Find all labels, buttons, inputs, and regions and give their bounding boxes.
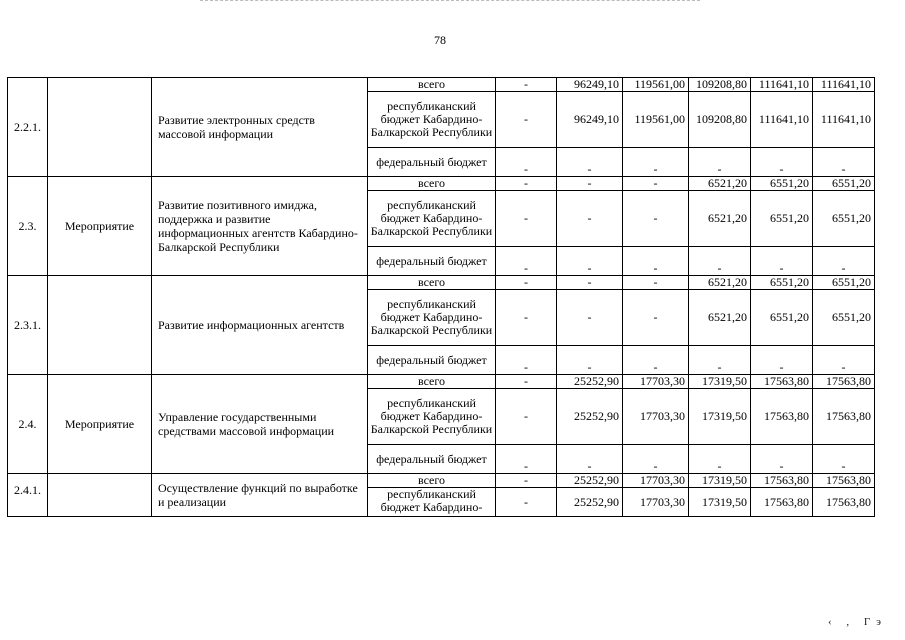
- amount-cell: -: [689, 445, 751, 474]
- funding-source: республиканский бюджет Кабардино-Балкарской Республики: [368, 290, 496, 346]
- item-name: Развитие позитивного имиджа, поддержка и развитие информационных агентств Кабардино-Балкарской Республики: [152, 177, 368, 276]
- amount-cell: 17703,30: [623, 389, 689, 445]
- table-row: [8, 276, 875, 290]
- item-name: Развитие электронных средств массовой информации: [152, 78, 368, 177]
- amount-cell: 17563,80: [813, 375, 875, 389]
- funding-source: федеральный бюджет: [368, 346, 496, 375]
- funding-source: федеральный бюджет: [368, 445, 496, 474]
- amount-cell: -: [623, 290, 689, 346]
- amount-cell: -: [751, 445, 813, 474]
- amount-cell: 17703,30: [623, 488, 689, 517]
- amount-cell: -: [496, 92, 557, 148]
- amount-cell: -: [623, 346, 689, 375]
- funding-source: республиканский бюджет Кабардино-Балкарской Республики: [368, 191, 496, 247]
- item-kind: [48, 276, 152, 375]
- amount-cell: 17703,30: [623, 375, 689, 389]
- item-kind: Мероприятие: [48, 375, 152, 474]
- amount-cell: -: [751, 247, 813, 276]
- amount-cell: 17563,80: [813, 488, 875, 517]
- amount-cell: 17563,80: [813, 474, 875, 488]
- amount-cell: -: [557, 445, 623, 474]
- amount-cell: -: [813, 247, 875, 276]
- funding-source: республиканский бюджет Кабардино-Балкарской Республики: [368, 92, 496, 148]
- amount-cell: 17319,50: [689, 474, 751, 488]
- amount-cell: -: [813, 346, 875, 375]
- item-kind: [48, 78, 152, 177]
- amount-cell: -: [496, 474, 557, 488]
- amount-cell: -: [496, 177, 557, 191]
- amount-cell: -: [623, 177, 689, 191]
- amount-cell: 111641,10: [751, 92, 813, 148]
- funding-source: федеральный бюджет: [368, 148, 496, 177]
- scan-top-rule: [200, 0, 700, 2]
- amount-cell: -: [496, 346, 557, 375]
- amount-cell: 17563,80: [813, 389, 875, 445]
- budget-table-body: [8, 78, 875, 517]
- amount-cell: -: [496, 445, 557, 474]
- funding-source: республиканский бюджет Кабардино-Балкарской Республики: [368, 389, 496, 445]
- amount-cell: 6551,20: [813, 177, 875, 191]
- funding-source: всего: [368, 375, 496, 389]
- amount-cell: -: [623, 276, 689, 290]
- amount-cell: -: [496, 389, 557, 445]
- amount-cell: -: [557, 148, 623, 177]
- scan-artifact-marks: ‹ , Гэ: [828, 616, 887, 628]
- amount-cell: 96249,10: [557, 92, 623, 148]
- amount-cell: 6551,20: [751, 177, 813, 191]
- amount-cell: -: [813, 445, 875, 474]
- funding-source: всего: [368, 276, 496, 290]
- amount-cell: -: [623, 445, 689, 474]
- amount-cell: -: [689, 247, 751, 276]
- amount-cell: 119561,00: [623, 78, 689, 92]
- amount-cell: -: [623, 148, 689, 177]
- table-row: [8, 78, 875, 92]
- amount-cell: 17703,30: [623, 474, 689, 488]
- amount-cell: 111641,10: [813, 78, 875, 92]
- amount-cell: 17319,50: [689, 389, 751, 445]
- amount-cell: -: [496, 375, 557, 389]
- amount-cell: 96249,10: [557, 78, 623, 92]
- table-row: [8, 375, 875, 389]
- amount-cell: -: [557, 247, 623, 276]
- item-code: 2.3.1.: [8, 276, 48, 375]
- amount-cell: 109208,80: [689, 92, 751, 148]
- amount-cell: -: [689, 148, 751, 177]
- amount-cell: 6551,20: [751, 276, 813, 290]
- item-kind: [48, 474, 152, 517]
- amount-cell: 25252,90: [557, 389, 623, 445]
- amount-cell: 119561,00: [623, 92, 689, 148]
- amount-cell: -: [496, 247, 557, 276]
- amount-cell: 111641,10: [813, 92, 875, 148]
- item-code: 2.4.1.: [8, 474, 48, 517]
- amount-cell: 17319,50: [689, 488, 751, 517]
- item-name: Управление государственными средствами массовой информации: [152, 375, 368, 474]
- amount-cell: -: [557, 276, 623, 290]
- item-code: 2.2.1.: [8, 78, 48, 177]
- funding-source: всего: [368, 78, 496, 92]
- amount-cell: 17319,50: [689, 375, 751, 389]
- table-row: [8, 474, 875, 488]
- amount-cell: 25252,90: [557, 375, 623, 389]
- amount-cell: 17563,80: [751, 488, 813, 517]
- amount-cell: -: [623, 247, 689, 276]
- amount-cell: 109208,80: [689, 78, 751, 92]
- amount-cell: -: [496, 78, 557, 92]
- amount-cell: 25252,90: [557, 488, 623, 517]
- amount-cell: -: [496, 290, 557, 346]
- page-number: 78: [434, 33, 446, 47]
- amount-cell: 111641,10: [751, 78, 813, 92]
- item-kind: Мероприятие: [48, 177, 152, 276]
- amount-cell: -: [813, 148, 875, 177]
- amount-cell: -: [557, 290, 623, 346]
- amount-cell: -: [623, 191, 689, 247]
- amount-cell: 17563,80: [751, 389, 813, 445]
- amount-cell: 6521,20: [689, 177, 751, 191]
- amount-cell: -: [496, 276, 557, 290]
- amount-cell: 6551,20: [751, 290, 813, 346]
- amount-cell: -: [557, 177, 623, 191]
- amount-cell: 17563,80: [751, 375, 813, 389]
- item-name: Развитие информационных агентств: [152, 276, 368, 375]
- amount-cell: -: [751, 346, 813, 375]
- amount-cell: -: [751, 148, 813, 177]
- amount-cell: -: [496, 488, 557, 517]
- amount-cell: 25252,90: [557, 474, 623, 488]
- funding-source: всего: [368, 177, 496, 191]
- budget-table: [7, 77, 875, 517]
- item-code: 2.3.: [8, 177, 48, 276]
- amount-cell: 6521,20: [689, 290, 751, 346]
- amount-cell: -: [496, 191, 557, 247]
- funding-source: республиканский бюджет Кабардино-: [368, 488, 496, 517]
- amount-cell: 6521,20: [689, 191, 751, 247]
- funding-source: всего: [368, 474, 496, 488]
- item-name: Осуществление функций по выработке и реализации: [152, 474, 368, 517]
- amount-cell: 6551,20: [813, 191, 875, 247]
- amount-cell: 6521,20: [689, 276, 751, 290]
- table-row: [8, 177, 875, 191]
- amount-cell: 6551,20: [813, 276, 875, 290]
- amount-cell: -: [689, 346, 751, 375]
- amount-cell: 6551,20: [751, 191, 813, 247]
- funding-source: федеральный бюджет: [368, 247, 496, 276]
- amount-cell: 6551,20: [813, 290, 875, 346]
- amount-cell: -: [496, 148, 557, 177]
- amount-cell: -: [557, 346, 623, 375]
- amount-cell: -: [557, 191, 623, 247]
- amount-cell: 17563,80: [751, 474, 813, 488]
- item-code: 2.4.: [8, 375, 48, 474]
